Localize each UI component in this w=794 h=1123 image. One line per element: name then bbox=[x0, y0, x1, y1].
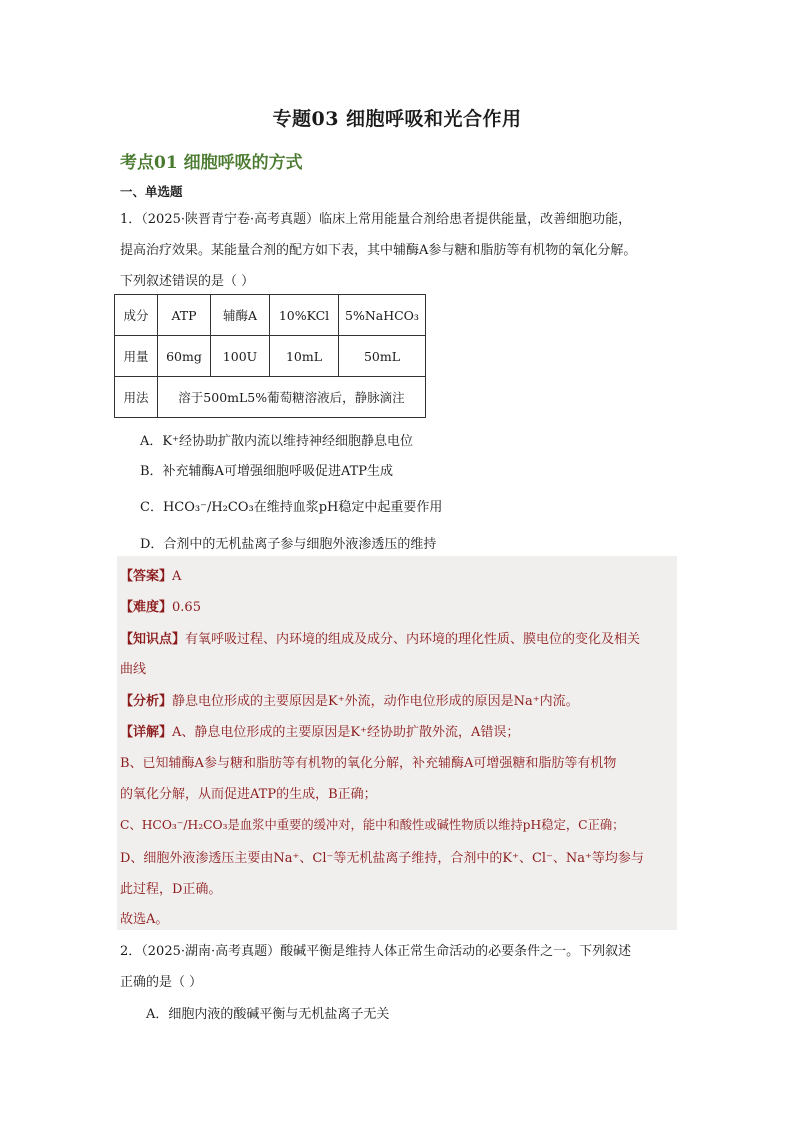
difficulty-label: 【难度】 bbox=[120, 600, 173, 615]
table-cell: 10mL bbox=[270, 336, 339, 377]
detail-text: A、静息电位形成的主要原因是K⁺经协助扩散外流，A错误； bbox=[172, 725, 520, 740]
q2-option-a: A．细胞内液的酸碱平衡与无机盐离子无关 bbox=[146, 1007, 390, 1022]
q1-option-c: C．HCO₃⁻/H₂CO₃在维持血浆pH稳定中起重要作用 bbox=[140, 500, 443, 515]
page-title: 专题03 细胞呼吸和光合作用 bbox=[272, 108, 522, 130]
q1-stem-line-1: 1．（2025·陕晋青宁卷·高考真题）临床上常用能量合剂给患者提供能量，改善细胞功能， bbox=[120, 212, 632, 227]
q1-option-a: A．K⁺经协助扩散内流以维持神经细胞静息电位 bbox=[140, 434, 413, 449]
analysis-label: 【分析】 bbox=[120, 694, 173, 709]
answer-label: 【答案】 bbox=[120, 569, 173, 584]
knowledge-label: 【知识点】 bbox=[120, 632, 186, 647]
conclusion-line: 故选A。 bbox=[120, 912, 169, 927]
detail-label: 【详解】 bbox=[120, 725, 173, 740]
question-category: 一、单选题 bbox=[120, 184, 183, 199]
detail-line-6: 此过程，D正确。 bbox=[120, 882, 222, 897]
analysis-line bbox=[120, 690, 579, 709]
knowledge-line-2: 曲线 bbox=[120, 662, 147, 677]
table-cell: 溶于500mL5%葡萄糖溶液后，静脉滴注 bbox=[158, 377, 426, 418]
table-cell: 60mg bbox=[158, 336, 211, 377]
analysis-text: 静息电位形成的主要原因是K⁺外流，动作电位形成的原因是Na⁺内流。 bbox=[172, 694, 579, 709]
detail-line-1 bbox=[120, 721, 519, 740]
q1-option-b: B．补充辅酶A可增强细胞呼吸促进ATP生成 bbox=[140, 464, 394, 479]
recipe-table bbox=[114, 294, 426, 418]
q1-stem-line-2: 提高治疗效果。某能量合剂的配方如下表，其中辅酶A参与糖和脂肪等有机物的氧化分解。 bbox=[120, 243, 637, 258]
answer-value: A bbox=[172, 569, 182, 584]
answer-panel bbox=[117, 556, 677, 930]
table-cell: 10%KCl bbox=[270, 295, 339, 336]
knowledge-text: 有氧呼吸过程、内环境的组成及成分、内环境的理化性质、膜电位的变化及相关 bbox=[185, 632, 641, 647]
detail-line-3: 的氧化分解，从而促进ATP的生成，B正确； bbox=[120, 787, 377, 802]
detail-line-2: B、已知辅酶A参与糖和脂肪等有机物的氧化分解，补充辅酶A可增强糖和脂肪等有机物 bbox=[120, 756, 617, 771]
table-cell: 辅酶A bbox=[211, 295, 270, 336]
detail-line-5: D、细胞外液渗透压主要由Na⁺、Cl⁻等无机盐离子维持，合剂中的K⁺、Cl⁻、Na⁺等均参与 bbox=[120, 851, 644, 866]
table-cell: 用法 bbox=[115, 377, 158, 418]
table-row bbox=[115, 377, 426, 418]
q2-stem-line-1: 2．（2025·湖南·高考真题）酸碱平衡是维持人体正常生命活动的必要条件之一。下列叙述 bbox=[120, 944, 632, 959]
q1-stem-line-3: 下列叙述错误的是（ ） bbox=[120, 274, 255, 289]
table-cell: 用量 bbox=[115, 336, 158, 377]
table-cell: 5%NaHCO₃ bbox=[339, 295, 426, 336]
table-cell: 成分 bbox=[115, 295, 158, 336]
table-cell: ATP bbox=[158, 295, 211, 336]
table-row bbox=[115, 295, 426, 336]
answer-line bbox=[120, 565, 181, 584]
q2-stem-line-2: 正确的是（ ） bbox=[120, 975, 203, 990]
table-cell: 100U bbox=[211, 336, 270, 377]
section-title: 考点01 细胞呼吸的方式 bbox=[120, 153, 303, 173]
q1-option-d: D．合剂中的无机盐离子参与细胞外液渗透压的维持 bbox=[140, 537, 437, 552]
difficulty-value: 0.65 bbox=[172, 600, 201, 615]
table-row bbox=[115, 336, 426, 377]
detail-line-4: C、HCO₃⁻/H₂CO₃是血浆中重要的缓冲对，能中和酸性或碱性物质以维持pH稳定，C正确； bbox=[120, 818, 625, 832]
difficulty-line bbox=[120, 596, 201, 615]
table-cell: 50mL bbox=[339, 336, 426, 377]
knowledge-line-1 bbox=[120, 628, 640, 647]
